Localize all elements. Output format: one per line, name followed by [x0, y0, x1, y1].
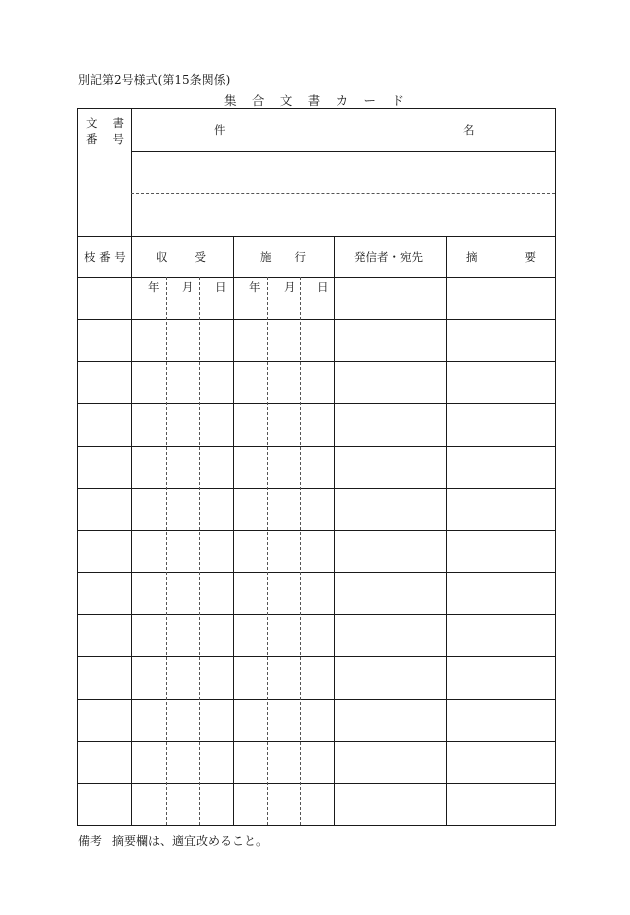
executed-date-cell[interactable]	[234, 362, 334, 402]
executed-month-unit: 月	[284, 280, 296, 294]
executed-date-cell[interactable]	[234, 742, 334, 782]
executed-date-cell[interactable]	[234, 657, 334, 697]
received-date-cell[interactable]	[132, 447, 233, 487]
doc-number-label-line2: 番 号	[86, 132, 124, 146]
title-char: 文	[279, 93, 293, 108]
summary-cell[interactable]	[447, 742, 555, 782]
received-date-cell[interactable]	[132, 657, 233, 697]
branch-number-cell[interactable]	[78, 700, 131, 740]
title-char: カ	[335, 93, 349, 108]
sender-recipient-cell[interactable]	[335, 404, 446, 444]
row-divider-table-start	[78, 236, 555, 237]
summary-cell[interactable]	[447, 784, 555, 824]
subject-label-mei: 名	[463, 123, 475, 137]
sender-recipient-cell[interactable]	[335, 447, 446, 487]
executed-date-cell[interactable]	[234, 531, 334, 571]
summary-cell[interactable]	[447, 531, 555, 571]
executed-date-cell[interactable]	[234, 404, 334, 444]
branch-number-cell[interactable]	[78, 531, 131, 571]
received-day-unit: 日	[215, 280, 227, 294]
branch-number-cell[interactable]	[78, 657, 131, 697]
executed-date-cell[interactable]	[234, 700, 334, 740]
column-header-branch-number: 枝 番 号	[84, 250, 126, 264]
executed-day-unit: 日	[317, 280, 329, 294]
title-char: 合	[251, 93, 265, 108]
sender-recipient-cell[interactable]	[335, 573, 446, 613]
doc-number-field[interactable]	[78, 151, 131, 236]
sender-recipient-cell[interactable]	[335, 784, 446, 824]
subject-label-ken: 件	[214, 123, 226, 137]
received-date-cell[interactable]	[132, 742, 233, 782]
branch-number-cell[interactable]	[78, 573, 131, 613]
executed-date-cell[interactable]	[234, 784, 334, 824]
branch-number-cell[interactable]	[78, 784, 131, 824]
branch-number-cell[interactable]	[78, 742, 131, 782]
column-header-sender-recipient: 発信者・宛先	[354, 250, 423, 264]
sender-recipient-cell[interactable]	[335, 489, 446, 529]
branch-number-cell[interactable]	[78, 489, 131, 529]
sender-recipient-cell[interactable]	[335, 362, 446, 402]
summary-cell[interactable]	[447, 700, 555, 740]
summary-cell[interactable]	[447, 447, 555, 487]
branch-number-cell[interactable]	[78, 362, 131, 402]
column-header-received: 収 受	[156, 250, 206, 264]
received-date-cell[interactable]	[132, 700, 233, 740]
summary-cell[interactable]	[447, 362, 555, 402]
executed-date-cell[interactable]	[234, 447, 334, 487]
sender-recipient-cell[interactable]	[335, 700, 446, 740]
title-char: 書	[307, 93, 321, 108]
summary-cell[interactable]	[447, 657, 555, 697]
received-date-cell[interactable]	[132, 278, 233, 318]
received-date-cell[interactable]	[132, 573, 233, 613]
form-reference: 別記第2号様式(第15条関係)	[78, 73, 231, 87]
sender-recipient-cell[interactable]	[335, 278, 446, 318]
executed-date-cell[interactable]	[234, 320, 334, 360]
summary-cell[interactable]	[447, 573, 555, 613]
form-title	[224, 91, 404, 109]
branch-number-cell[interactable]	[78, 404, 131, 444]
executed-date-cell[interactable]	[234, 573, 334, 613]
received-date-cell[interactable]	[132, 784, 233, 824]
executed-date-cell[interactable]	[234, 278, 334, 318]
column-header-summary: 摘 要	[466, 250, 536, 264]
title-char: 集	[224, 93, 237, 108]
remark-label: 備考	[78, 834, 103, 848]
remark-text: 摘要欄は、適宜改めること。	[112, 834, 269, 848]
sender-recipient-cell[interactable]	[335, 531, 446, 571]
branch-number-cell[interactable]	[78, 320, 131, 360]
received-date-cell[interactable]	[132, 531, 233, 571]
branch-number-cell[interactable]	[78, 278, 131, 318]
received-date-cell[interactable]	[132, 489, 233, 529]
received-date-cell[interactable]	[132, 615, 233, 655]
sender-recipient-cell[interactable]	[335, 320, 446, 360]
received-date-cell[interactable]	[132, 362, 233, 402]
sender-recipient-cell[interactable]	[335, 742, 446, 782]
doc-number-label-line1: 文 書	[86, 116, 124, 130]
received-month-unit: 月	[182, 280, 194, 294]
branch-number-cell[interactable]	[78, 447, 131, 487]
summary-cell[interactable]	[447, 615, 555, 655]
received-date-cell[interactable]	[132, 320, 233, 360]
sender-recipient-cell[interactable]	[335, 657, 446, 697]
title-char: ド	[391, 93, 404, 108]
summary-cell[interactable]	[447, 320, 555, 360]
summary-cell[interactable]	[447, 489, 555, 529]
branch-number-cell[interactable]	[78, 615, 131, 655]
received-date-cell[interactable]	[132, 404, 233, 444]
summary-cell[interactable]	[447, 404, 555, 444]
collective-document-card	[77, 108, 556, 826]
executed-year-unit: 年	[249, 280, 261, 294]
summary-cell[interactable]	[447, 278, 555, 318]
sender-recipient-cell[interactable]	[335, 615, 446, 655]
executed-date-cell[interactable]	[234, 489, 334, 529]
subject-field[interactable]	[132, 151, 555, 236]
received-year-unit: 年	[148, 280, 160, 294]
executed-date-cell[interactable]	[234, 615, 334, 655]
column-header-executed: 施 行	[260, 250, 306, 264]
title-char: ー	[363, 93, 377, 108]
remark	[78, 832, 268, 849]
